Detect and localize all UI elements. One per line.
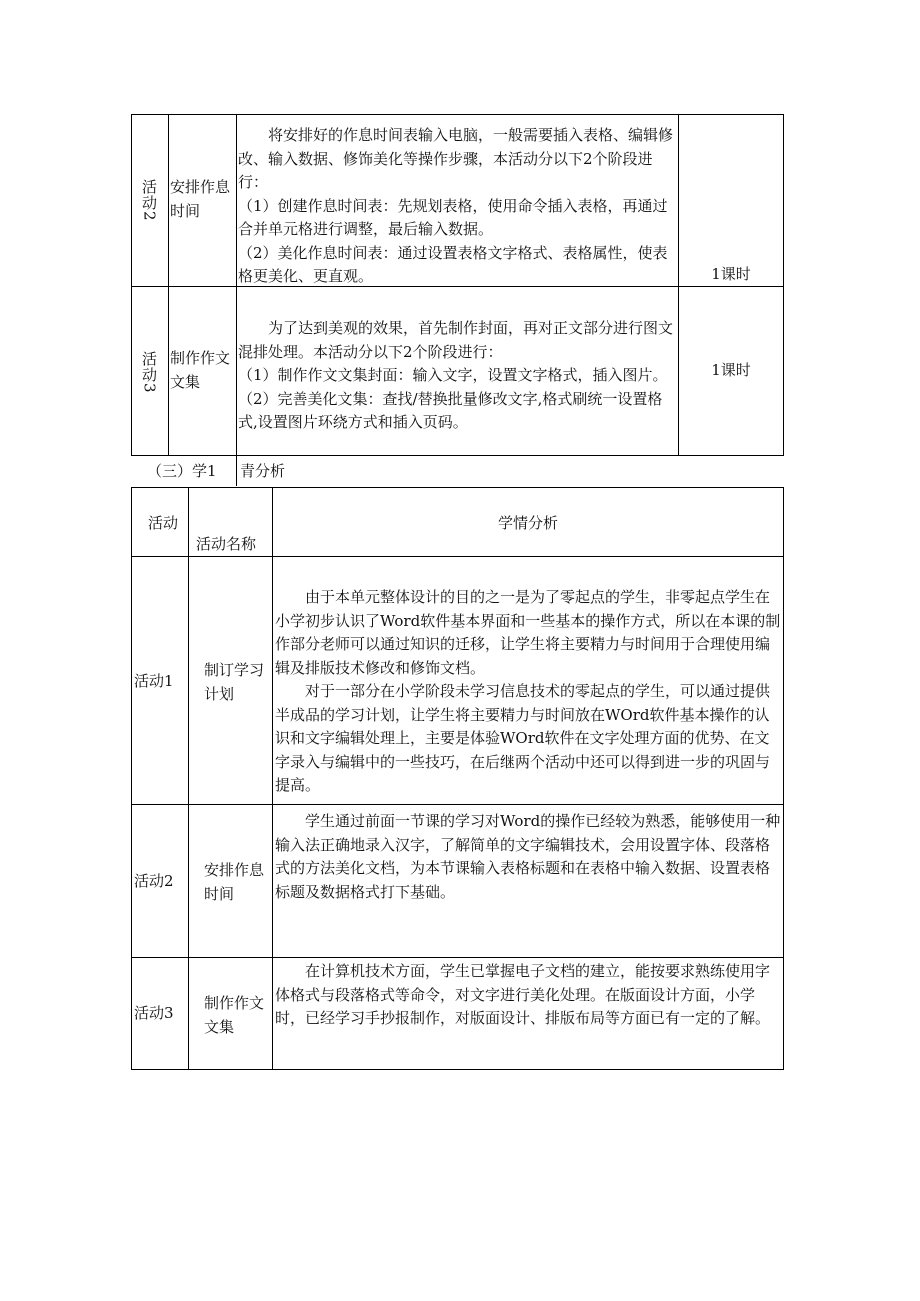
description-paragraph: 为了达到美观的效果，首先制作封面，再对正文部分进行图文混排处理。本活动分以下2个阶段进行：: [238, 319, 674, 361]
description-paragraph: （2）完善美化文集：查找/替换批量修改文字,格式刷统一设置格式,设置图片环绕方式和插入页码。: [238, 389, 663, 431]
description-paragraph: （1）创建作息时间表：先规划表格，使用命令插入表格，再通过合并单元格进行调整，最后输入数据。: [238, 196, 668, 238]
description-paragraph: （2）美化作息时间表：通过设置表格文字格式、表格属性，使表格更美化、更直观。: [238, 243, 668, 285]
col-divider: [236, 114, 237, 456]
section-heading-right: 青分析: [240, 462, 286, 480]
heading-divider: [236, 456, 237, 486]
header-activity: 活动: [148, 514, 179, 532]
description-paragraph: （1）制作作文文集封面：输入文字，设置文字格式，插入图片。: [238, 366, 668, 384]
row-activity-label: 活动2: [134, 872, 174, 890]
analysis-paragraph: 由于本单元整体设计的目的之一是为了零起点的学生，非零起点学生在小学初步认识了Word软件基本界面和一些基本的操作方式，所以在本课的制作部分老师可以通过知识的迁移，让学生将主要精力与时间用于合理使用编辑及排版技术修改和修饰文档。: [275, 588, 781, 677]
row-analysis: [275, 810, 782, 904]
analysis-paragraph: 对于一部分在小学阶段未学习信息技术的零起点的学生，可以通过提供半成品的学习计划，让学生将主要精力与时间放在WOrd软件基本操作的认识和文字编辑处理上，主要是体验WOrd软件在文字处理方面的优势、在文字录入与编辑中的一些技巧，在后继两个活动中还可以得到进一步的巩固与提高。: [275, 682, 771, 794]
analysis-paragraph: 学生通过前面一节课的学习对Word的操作已经较为熟悉，能够使用一种输入法正确地录入汉字，了解简单的文字编辑技术，会用设置字体、段落格式的方法美化文档，为本节课输入表格标题和在表格中输入数据、设置表格标题及数据格式打下基础。: [275, 812, 781, 901]
class-hours: 1课时: [711, 361, 751, 379]
description-paragraph: 将安排好的作息时间表输入电脑，一般需要插入表格、编辑修改、输入数据、修饰美化等操作步骤，本活动分以下2个阶段进行：: [238, 126, 674, 191]
row-activity-name: 制订学习计划: [204, 661, 265, 703]
row-activity-label: 活动1: [134, 672, 174, 690]
col-divider: [188, 487, 189, 1070]
row-activity-label: 活动3: [134, 1004, 174, 1022]
analysis-paragraph: 在计算机技术方面，学生已掌握电子文档的建立，能按要求熟练使用字体格式与段落格式等命令，对文字进行美化处理。在版面设计方面，小学时，已经学习手抄报制作，对版面设计、排版布局等方面已有一定的了解。: [275, 962, 771, 1027]
activity-description: [238, 124, 676, 289]
header-analysis: 学情分析: [497, 514, 558, 532]
header-activity-name: 活动名称: [196, 535, 257, 553]
row-activity-name: 安排作息时间: [204, 861, 265, 903]
class-hours: 1课时: [711, 265, 751, 283]
activity-name: 制作作文文集: [170, 349, 231, 391]
activity-description: [238, 317, 676, 435]
row-analysis: [275, 586, 782, 798]
activity-number-digit: 3: [140, 382, 159, 393]
activity-number-cell: [131, 114, 168, 286]
row-analysis: [275, 960, 782, 1031]
activity-number-prefix: 活动: [140, 350, 158, 383]
row-activity-name: 制作作文文集: [204, 994, 265, 1036]
section-heading-left: （三）学1: [147, 462, 217, 480]
row-divider: [131, 804, 784, 805]
activity-number-prefix: 活动: [140, 179, 158, 212]
col-divider: [168, 114, 169, 456]
activity-number-cell: [131, 287, 168, 456]
activity-number-digit: 2: [140, 211, 159, 221]
activity-name: 安排作息时间: [170, 178, 231, 220]
row-divider: [131, 957, 784, 958]
col-divider: [272, 487, 273, 1070]
